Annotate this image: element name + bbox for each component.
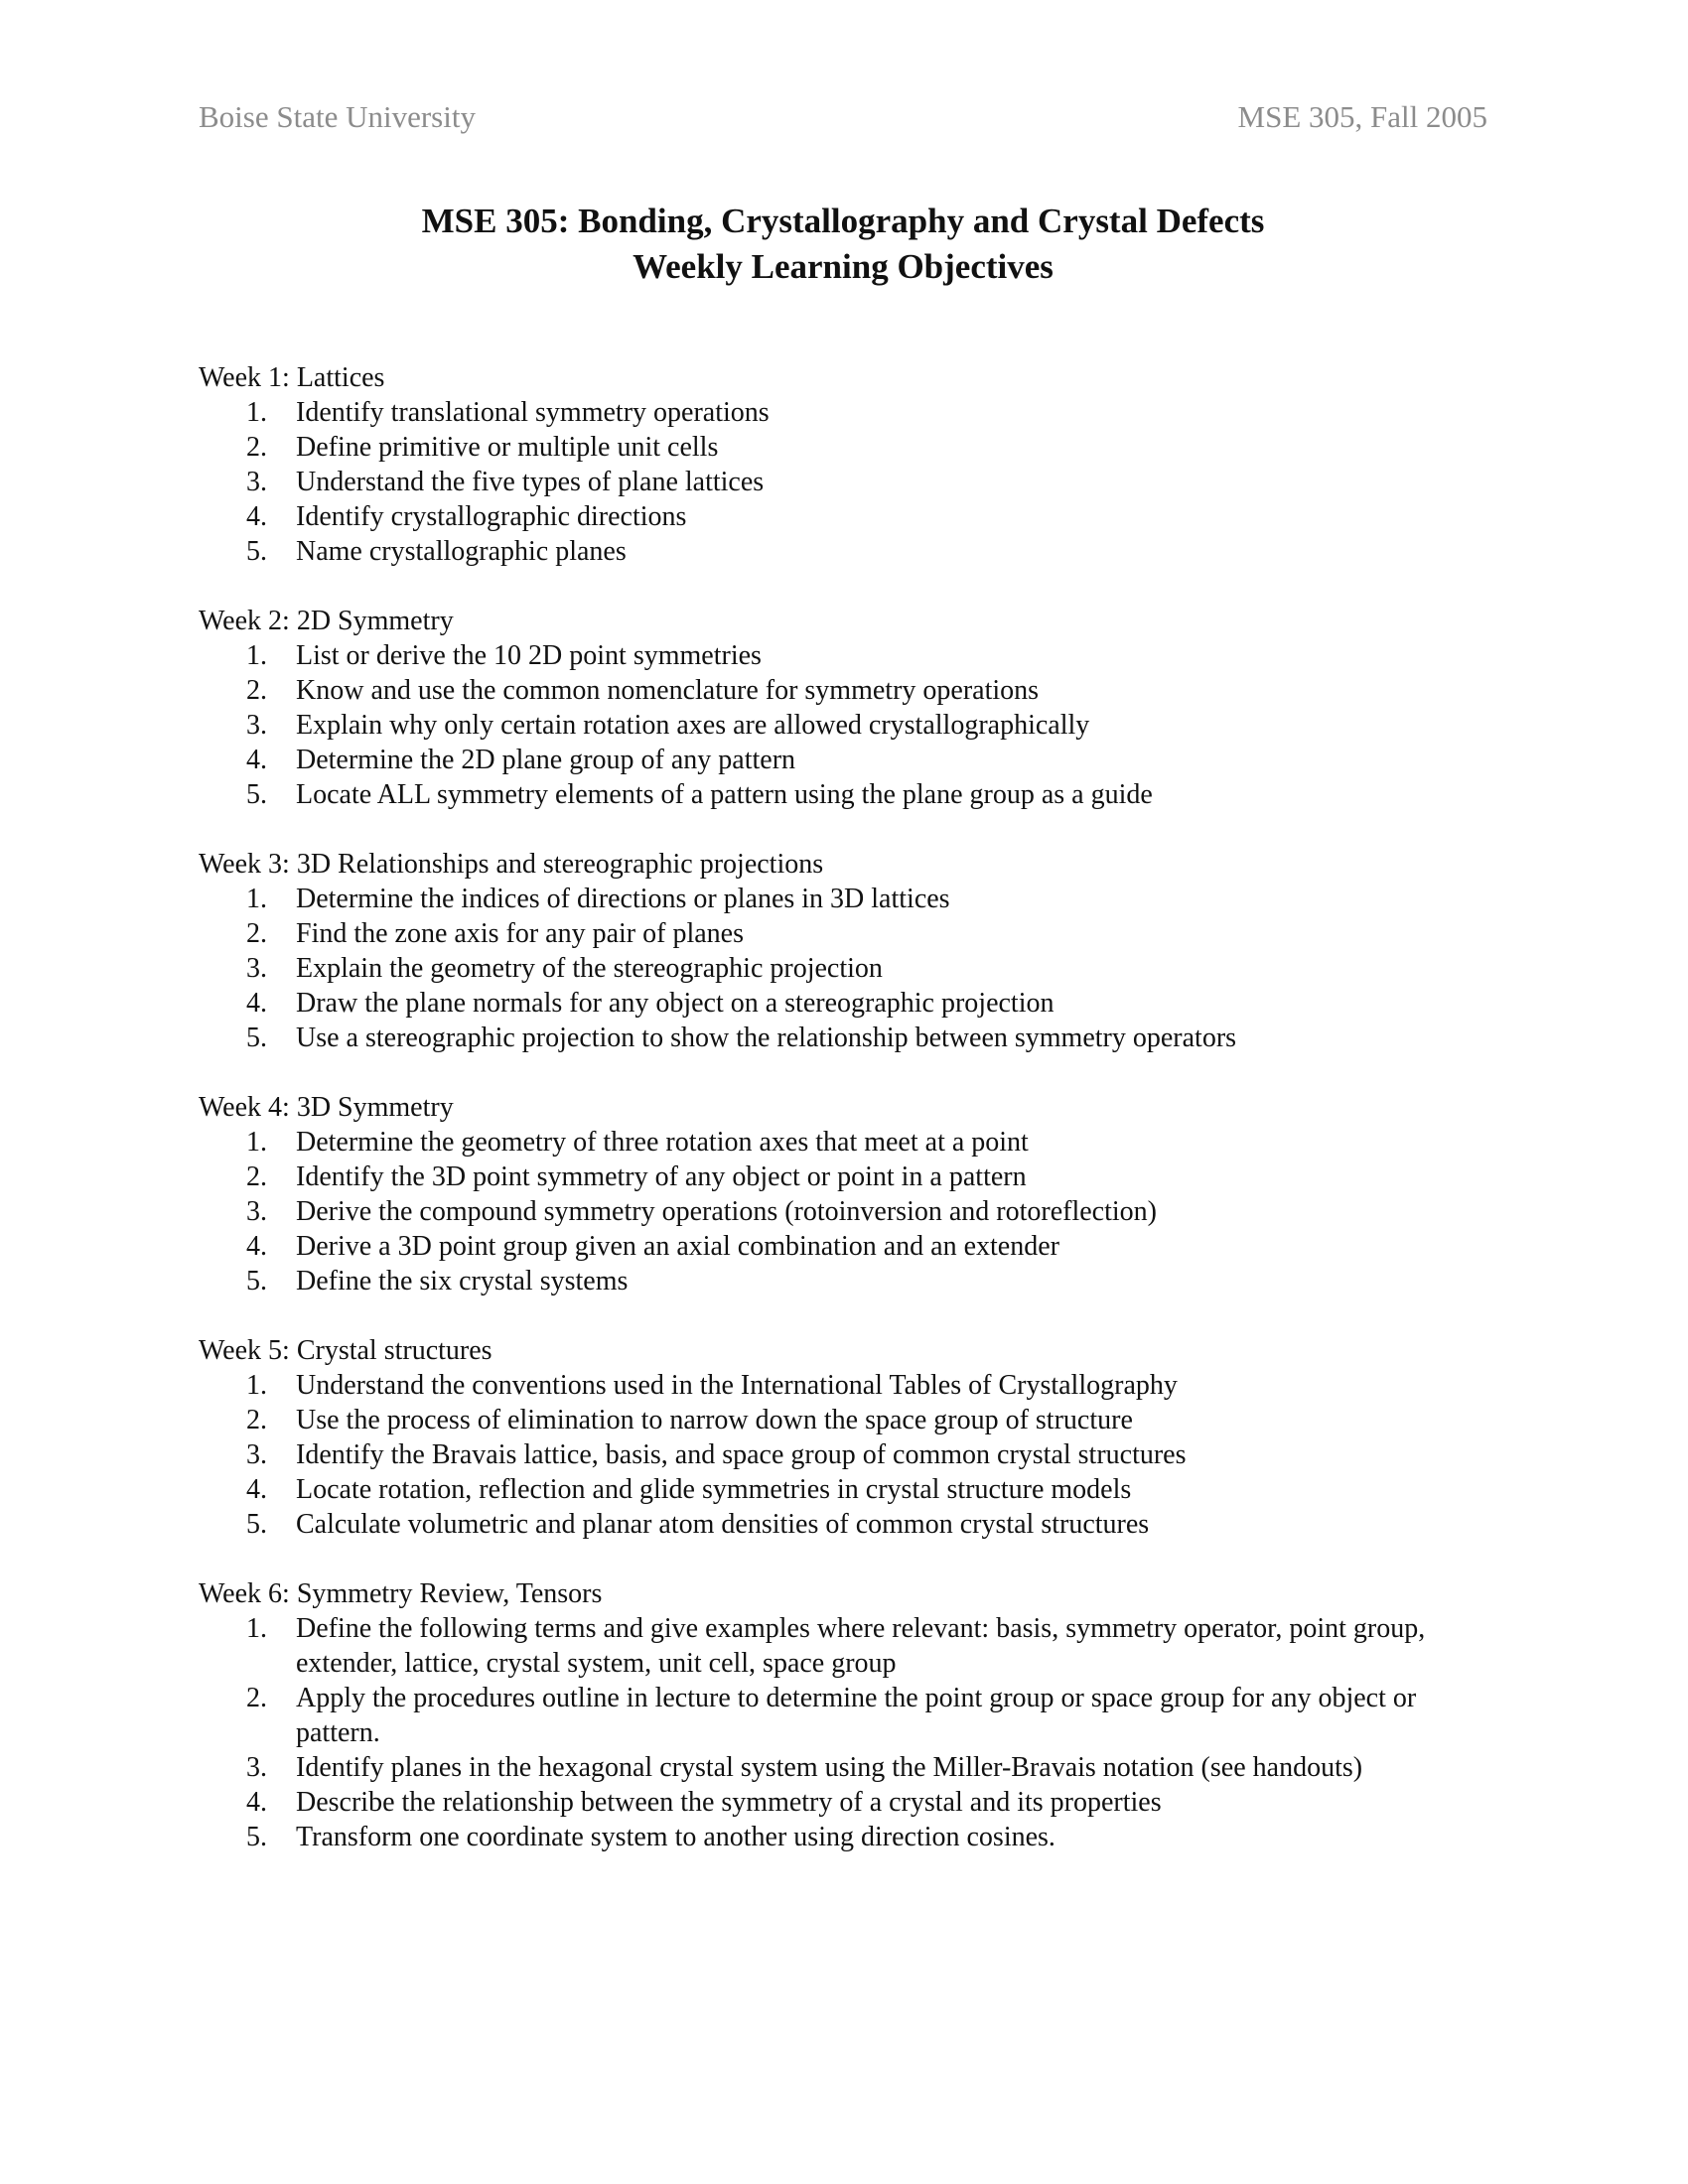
objective-text: Know and use the common nomenclature for symmetry operations (296, 675, 1040, 706)
objective-text: Define the six crystal systems (296, 1266, 629, 1297)
objective-number: 3. (246, 710, 267, 741)
objective-item (199, 1194, 1499, 1229)
objective-number: 1. (246, 1613, 267, 1644)
objective-item (199, 1264, 1499, 1298)
header-course-term: MSE 305, Fall 2005 (1237, 99, 1487, 134)
objective-text: Define primitive or multiple unit cells (296, 432, 719, 463)
week-section (199, 604, 1499, 812)
objective-item (199, 1021, 1499, 1055)
objective-item (199, 1785, 1499, 1820)
title-course: MSE 305: Bonding, Crystallography and Crystal Defects (421, 202, 1265, 240)
objective-item (199, 430, 1499, 465)
objective-item (199, 1437, 1499, 1472)
objective-text: Determine the 2D plane group of any pattern (296, 745, 796, 775)
week-section (199, 1576, 1499, 1854)
objective-item (199, 465, 1499, 499)
objective-text: Derive the compound symmetry operations (rotoinversion and rotoreflection) (296, 1196, 1157, 1227)
objective-text: Calculate volumetric and planar atom densities of common crystal structures (296, 1509, 1150, 1540)
objective-item (199, 916, 1499, 951)
objective-text: Draw the plane normals for any object on a stereographic projection (296, 988, 1055, 1019)
objectives-list (199, 360, 1499, 1889)
objective-item (199, 1368, 1499, 1403)
objective-text: Determine the geometry of three rotation axes that meet at a point (296, 1127, 1029, 1158)
objective-number: 2. (246, 1683, 267, 1713)
objective-item (199, 638, 1499, 673)
objective-text: Understand the five types of plane lattices (296, 467, 765, 497)
objective-item (199, 743, 1499, 777)
objective-text: Name crystallographic planes (296, 536, 627, 567)
objective-item (199, 708, 1499, 743)
objective-number: 2. (246, 1161, 267, 1192)
week-section (199, 847, 1499, 1055)
objective-text: Locate ALL symmetry elements of a pattern using the plane group as a guide (296, 779, 1153, 810)
objective-number: 3. (246, 1752, 267, 1783)
objective-text: List or derive the 10 2D point symmetries (296, 640, 762, 671)
objective-number: 3. (246, 953, 267, 984)
objective-number: 1. (246, 1370, 267, 1401)
objective-number: 1. (246, 397, 267, 428)
objective-item (199, 1160, 1499, 1194)
objective-text: Explain why only certain rotation axes are allowed crystallographically (296, 710, 1090, 741)
objective-number: 4. (246, 745, 267, 775)
objective-item (199, 1820, 1499, 1854)
objective-number: 5. (246, 1266, 267, 1297)
objective-number: 5. (246, 1509, 267, 1540)
objective-text: Identify crystallographic directions (296, 501, 687, 532)
objective-item (199, 1403, 1499, 1437)
objective-text: Define the following terms and give examples where relevant: basis, symmetry operator, point group, extender, lattice, crystal system, unit cell, space group (296, 1613, 1426, 1679)
objective-item (199, 951, 1499, 986)
objective-number: 5. (246, 1822, 267, 1852)
objective-number: 4. (246, 501, 267, 532)
objective-number: 2. (246, 432, 267, 463)
objective-number: 1. (246, 884, 267, 914)
page-header (199, 99, 1487, 139)
week-heading: Week 4: 3D Symmetry (199, 1092, 454, 1123)
objective-number: 2. (246, 1405, 267, 1435)
objective-item (199, 1750, 1499, 1785)
objective-number: 2. (246, 675, 267, 706)
objective-text: Identify translational symmetry operations (296, 397, 770, 428)
objective-text: Understand the conventions used in the International Tables of Crystallography (296, 1370, 1178, 1401)
week-heading: Week 5: Crystal structures (199, 1335, 492, 1366)
objective-text: Determine the indices of directions or planes in 3D lattices (296, 884, 950, 914)
title-subtitle: Weekly Learning Objectives (633, 247, 1054, 286)
objective-text: Transform one coordinate system to another using direction cosines. (296, 1822, 1055, 1852)
document-title (199, 199, 1487, 290)
objective-item (199, 1125, 1499, 1160)
objective-item (199, 882, 1499, 916)
objective-item (199, 1507, 1499, 1542)
objective-number: 3. (246, 1196, 267, 1227)
week-section (199, 360, 1499, 569)
week-section (199, 1090, 1499, 1298)
objective-text: Locate rotation, reflection and glide symmetries in crystal structure models (296, 1474, 1132, 1505)
objective-text: Use a stereographic projection to show the relationship between symmetry operators (296, 1023, 1237, 1053)
objective-number: 5. (246, 779, 267, 810)
objective-item (199, 986, 1499, 1021)
week-heading: Week 2: 2D Symmetry (199, 606, 454, 636)
objective-number: 1. (246, 640, 267, 671)
week-heading: Week 6: Symmetry Review, Tensors (199, 1578, 603, 1609)
objective-number: 4. (246, 1474, 267, 1505)
objective-number: 3. (246, 1439, 267, 1470)
objective-text: Identify planes in the hexagonal crystal system using the Miller-Bravais notation (see handouts) (296, 1752, 1363, 1783)
objective-text: Identify the 3D point symmetry of any object or point in a pattern (296, 1161, 1027, 1192)
objective-item (199, 1229, 1499, 1264)
objective-item (199, 1472, 1499, 1507)
objective-item (199, 1611, 1499, 1681)
objective-number: 4. (246, 1231, 267, 1262)
objective-number: 4. (246, 988, 267, 1019)
objective-text: Use the process of elimination to narrow down the space group of structure (296, 1405, 1133, 1435)
objective-text: Explain the geometry of the stereographic projection (296, 953, 883, 984)
objective-item (199, 673, 1499, 708)
week-heading: Week 3: 3D Relationships and stereographic projections (199, 849, 824, 880)
header-institution: Boise State University (199, 99, 476, 134)
objective-number: 3. (246, 467, 267, 497)
objective-text: Apply the procedures outline in lecture to determine the point group or space group for any object or pattern. (296, 1683, 1417, 1748)
objective-number: 5. (246, 536, 267, 567)
objective-text: Find the zone axis for any pair of planes (296, 918, 744, 949)
objective-item (199, 777, 1499, 812)
objective-number: 4. (246, 1787, 267, 1818)
objective-text: Derive a 3D point group given an axial combination and an extender (296, 1231, 1059, 1262)
objective-number: 1. (246, 1127, 267, 1158)
objective-text: Identify the Bravais lattice, basis, and space group of common crystal structures (296, 1439, 1187, 1470)
objective-number: 2. (246, 918, 267, 949)
week-section (199, 1333, 1499, 1542)
objective-item (199, 395, 1499, 430)
objective-text: Describe the relationship between the symmetry of a crystal and its properties (296, 1787, 1162, 1818)
objective-item (199, 499, 1499, 534)
week-heading: Week 1: Lattices (199, 362, 385, 393)
objective-number: 5. (246, 1023, 267, 1053)
objective-item (199, 534, 1499, 569)
objective-item (199, 1681, 1499, 1750)
